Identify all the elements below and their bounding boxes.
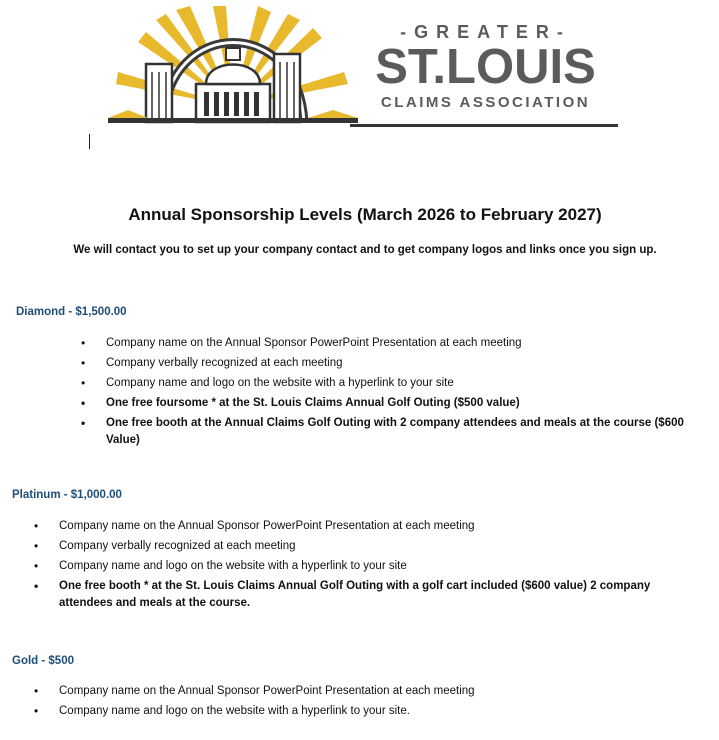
list-item: • Company verbally recognized at each meeting — [59, 538, 707, 555]
level-title-platinum: Platinum - $1,000.00 — [12, 489, 122, 501]
logo-bottom-text: CLAIMS ASSOCIATION — [380, 94, 591, 111]
list-item: • Company name on the Annual Sponsor PowerPoint Presentation at each meeting — [59, 683, 707, 700]
skyline-arch-icon — [108, 6, 358, 130]
greater-st-louis-logo — [108, 6, 618, 130]
level-list-platinum — [59, 518, 707, 615]
list-item: • One free booth at the Annual Claims Golf Outing with 2 company attendees and meals at the course ($600 Value) — [106, 415, 706, 449]
list-item: • One free booth * at the St. Louis Claims Annual Golf Outing with a golf cart included ($600 value) 2 company attendees and meals at the course. — [59, 578, 707, 612]
list-item: • One free foursome * at the St. Louis Claims Annual Golf Outing ($500 value) — [106, 395, 706, 412]
list-item: • Company verbally recognized at each meeting — [106, 355, 706, 372]
page-subtitle: We will contact you to set up your company contact and to get company logos and links once you sign up. — [73, 244, 657, 256]
text-cursor[interactable] — [89, 134, 90, 149]
list-item: • Company name and logo on the website with a hyperlink to your site — [106, 375, 706, 392]
logo-main-text: ST.LOUIS — [375, 40, 596, 94]
logo-top-text: -GREATER- — [400, 22, 571, 42]
level-list-gold — [59, 683, 707, 723]
list-item: • Company name and logo on the website with a hyperlink to your site — [59, 558, 707, 575]
level-title-diamond: Diamond - $1,500.00 — [16, 306, 127, 318]
logo-underline — [350, 124, 618, 128]
list-item: • Company name on the Annual Sponsor PowerPoint Presentation at each meeting — [106, 335, 706, 352]
page-title: Annual Sponsorship Levels (March 2026 to February 2027) — [128, 205, 602, 224]
list-item: • Company name on the Annual Sponsor PowerPoint Presentation at each meeting — [59, 518, 707, 535]
level-list-diamond — [106, 335, 706, 452]
level-title-gold: Gold - $500 — [12, 655, 74, 667]
list-item: • Company name and logo on the website with a hyperlink to your site. — [59, 703, 707, 720]
